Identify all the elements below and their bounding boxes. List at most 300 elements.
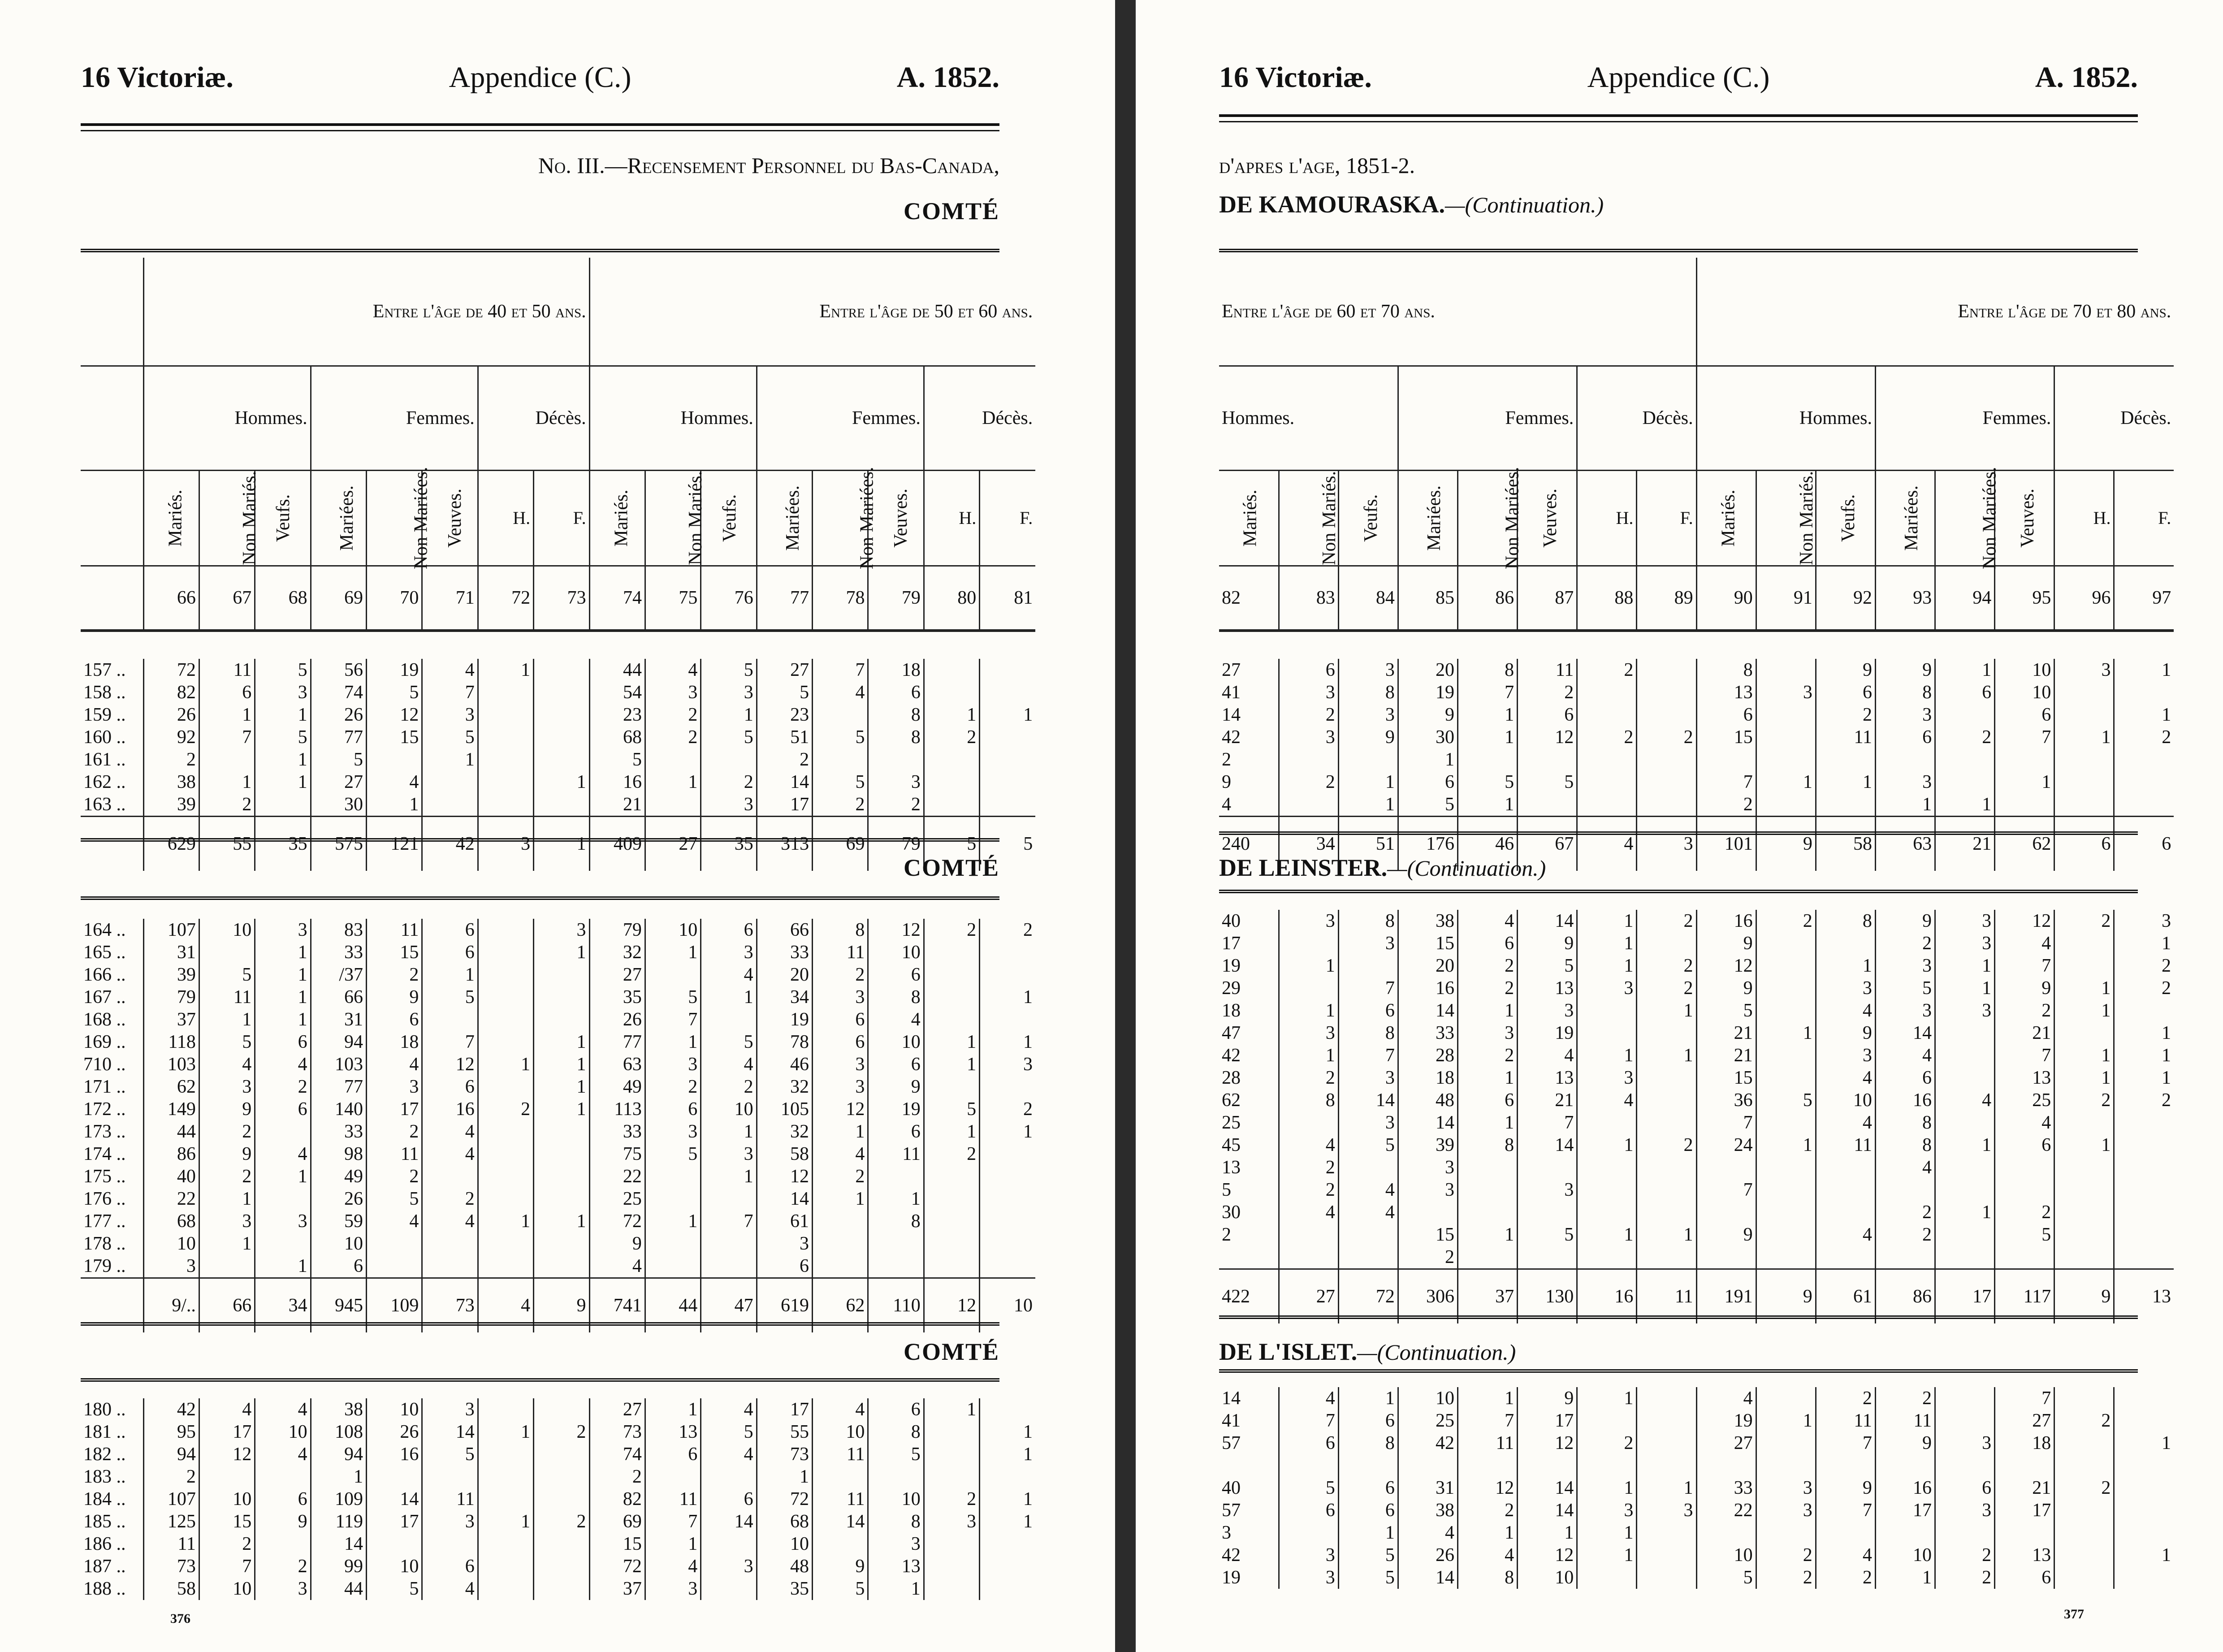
table-cell: 6 [1279,1432,1338,1454]
table-cell: 40 [1222,1478,1241,1498]
table-cell [1816,1179,1875,1201]
table-row [1219,1454,2174,1477]
table-cell: 2 [534,1510,589,1533]
table-cell [534,1143,589,1165]
table-cell: 9 [1816,659,1875,681]
table-cell [422,1255,478,1278]
table-cell: 2 [813,964,868,986]
table-cell: 72 [589,1555,645,1578]
table-cell: 4 [255,1398,311,1421]
table-cell: 5 [367,681,422,704]
total-cell: 741 [589,1278,645,1333]
table-cell: 5 [645,1143,701,1165]
table-row [1219,1432,2174,1454]
status-header-text: Mariées. [782,485,803,551]
table-cell [478,1488,533,1510]
table-cell [1995,1454,2054,1477]
table-cell [1279,977,1338,999]
table-cell: 2 [1756,1566,1816,1589]
total-cell: 62 [813,1278,868,1333]
table-row [81,771,1035,793]
table-cell [367,1466,422,1488]
table-row [81,1233,1035,1255]
table-cell: 7 [1696,1111,1756,1134]
table-cell: 7 [1696,1179,1756,1201]
table-cell [1756,1156,1816,1179]
table-cell: 9 [1875,910,1935,932]
table-cell [534,1165,589,1188]
table-cell: 3 [1577,977,1637,999]
table-cell: 2 [255,1076,311,1098]
table-cell [2114,1566,2174,1589]
column-number: 71 [422,566,478,631]
table-cell: 17 [757,793,812,817]
status-header-text: H. [513,508,531,528]
table-cell: 9 [1222,772,1231,792]
table-cell: 27 [757,659,812,681]
table-cell: 46 [757,1053,812,1076]
table-cell: 9 [1995,977,2054,999]
table-cell [1816,1522,1875,1544]
table-cell [924,1188,979,1210]
table-cell [701,1008,757,1031]
column-number: 67 [199,566,255,631]
total-cell: 35 [701,817,757,871]
status-header [589,471,645,566]
table-row [1219,1566,2174,1589]
section-rule [1219,890,2138,893]
table-cell: 12 [1518,726,1577,748]
row-number: 161 .. [83,749,126,770]
table-cell: 1 [534,771,589,793]
table-cell: 59 [311,1210,366,1233]
table-cell [701,748,757,771]
table-cell [1935,1410,1995,1432]
table-cell: 7 [422,681,478,704]
table-cell [924,1555,979,1578]
table-cell: 1 [2054,999,2114,1022]
table-cell: 15 [1696,726,1756,748]
table-cell: 1 [980,1488,1035,1510]
table-cell: 5 [255,659,311,681]
table-cell: 16 [1398,977,1457,999]
table-row [81,1533,1035,1555]
table-cell: 6 [1518,704,1577,726]
table-cell: 3 [1935,932,1995,955]
table-cell [478,964,533,986]
county-cont: —(Continuation.) [1357,1340,1516,1365]
table-cell [1935,1067,1995,1089]
total-cell: 13 [2114,1269,2174,1324]
table-cell: 6 [1458,932,1518,955]
row-label-head [81,258,143,366]
table-cell: 15 [199,1510,255,1533]
table-cell: 4 [1338,1179,1398,1201]
table-cell: 26 [1398,1544,1457,1566]
table-cell: 2 [1637,955,1696,977]
table-cell: 19 [1222,1567,1241,1588]
table-cell: 3 [701,941,757,964]
comte-label: COMTÉ [903,198,999,225]
table-cell [813,1466,868,1488]
table-cell: 6 [868,1053,924,1076]
table-cell: 7 [199,1555,255,1578]
table-cell: 3 [1577,1499,1637,1522]
table-cell [1518,748,1577,771]
table-cell: 2 [1458,1044,1518,1067]
table-cell: 27 [589,1398,645,1421]
table-cell: 1 [1279,999,1338,1022]
table-cell: 27 [1696,1432,1756,1454]
book-gutter [1115,0,1136,1652]
table-cell [2114,1134,2174,1156]
table-cell: 2 [2054,1410,2114,1432]
table-cell: 29 [1222,978,1241,999]
table-row [1219,1156,2174,1179]
table-cell: 2 [1696,793,1756,817]
table-cell [199,1466,255,1488]
table-cell [1458,1179,1518,1201]
table-cell: 3 [1279,1022,1338,1044]
table-cell: 11 [199,659,255,681]
table-cell [1696,1454,1756,1477]
table-cell: 2 [1458,977,1518,999]
table-cell: 1 [255,771,311,793]
table-row [81,793,1035,817]
column-number: 93 [1875,566,1935,631]
table-cell: 4 [1518,1044,1577,1067]
table-cell: 9 [1518,932,1577,955]
column-number: 96 [2054,566,2114,631]
table-cell [1756,793,1816,817]
table-cell: 44 [311,1578,366,1600]
table-cell [478,726,533,748]
table-cell: 5 [1875,977,1935,999]
table-cell [1696,1522,1756,1544]
table-cell [1279,932,1338,955]
table-cell [1756,977,1816,999]
table-cell: 86 [143,1143,199,1165]
table-cell [1637,771,1696,793]
table-cell: 2 [2114,1089,2174,1111]
table-row [81,1120,1035,1143]
status-header [1816,471,1875,566]
running-head-center: Appendice (C.) [1587,61,1770,94]
table-cell: 3 [813,1053,868,1076]
table-row [81,1008,1035,1031]
county-leinster [1219,854,1546,882]
table-cell: 42 [1222,1045,1241,1066]
table-cell [1279,1224,1338,1246]
table-cell [478,1143,533,1165]
table-cell: 3 [1935,910,1995,932]
table-cell [422,793,478,817]
table-cell: 7 [1696,771,1756,793]
table-cell: 6 [367,1008,422,1031]
row-label-head [81,366,143,471]
sex-group-header: Décès. [924,366,1035,471]
table-cell: 6 [1875,1067,1935,1089]
table-cell: 2 [1995,1201,2054,1224]
row-number: 188 .. [83,1578,126,1599]
table-cell: 10 [1816,1089,1875,1111]
table-cell: 1 [1935,977,1995,999]
table-cell: 1 [255,941,311,964]
table-cell: 27 [1222,660,1241,680]
table-cell: 1 [980,704,1035,726]
row-number: 180 .. [83,1399,126,1420]
status-header [924,471,979,566]
table-cell: 5 [1518,771,1577,793]
table-cell: 26 [589,1008,645,1031]
table-cell: 33 [757,941,812,964]
table-cell: 1 [1935,1134,1995,1156]
table-cell: 21 [1995,1022,2054,1044]
table-cell: 1 [478,1210,533,1233]
table-cell: 58 [757,1143,812,1165]
table-cell: 10 [868,941,924,964]
table-row [81,1398,1035,1421]
table-cell: 5 [1338,1134,1398,1156]
table-cell: 12 [813,1098,868,1120]
table-cell: 13 [1995,1544,2054,1566]
table-cell: 3 [255,919,311,941]
table-cell [1995,748,2054,771]
total-cell: 4 [478,1278,533,1333]
table-cell: 10 [645,919,701,941]
row-number: 183 .. [83,1466,126,1487]
column-number: 90 [1696,566,1756,631]
table-cell: 17 [1222,933,1241,954]
table-cell [2114,1410,2174,1432]
county-name: DE L'ISLET. [1219,1338,1358,1365]
table-cell: 28 [1398,1044,1457,1067]
table-cell: 68 [143,1210,199,1233]
table-cell: 14 [1518,1499,1577,1522]
table-cell: 74 [589,1443,645,1466]
table-cell: 1 [199,1233,255,1255]
section-rule [81,896,999,900]
table-cell [813,748,868,771]
table-cell: 1 [2054,1067,2114,1089]
table-cell [924,793,979,817]
table-cell [478,1255,533,1278]
table-cell [980,1188,1035,1210]
table-cell: 2 [143,1466,199,1488]
table-cell: 12 [868,919,924,941]
table-cell: 33 [589,1120,645,1143]
table-cell [534,986,589,1008]
table-cell [1637,1201,1696,1224]
status-header [2114,471,2174,566]
table-cell: 14 [757,771,812,793]
table-cell: 1 [1756,1134,1816,1156]
table-cell: 12 [1518,1544,1577,1566]
table-cell [1338,1156,1398,1179]
section-rule [81,1378,999,1382]
table-cell: 5 [1696,999,1756,1022]
table-cell: 4 [1816,1111,1875,1134]
table-cell: 3 [143,1255,199,1278]
table-cell [534,1443,589,1466]
table-cell: 9 [1875,659,1935,681]
table-cell: 4 [422,1120,478,1143]
table-cell: 32 [589,941,645,964]
table-cell: 1 [1875,1566,1935,1589]
table-cell: 3 [645,681,701,704]
table-cell [924,1233,979,1255]
table-cell: 5 [813,771,868,793]
table-row [1219,932,2174,955]
total-cell [81,817,143,871]
table-cell: 2 [868,793,924,817]
table-cell [1398,1201,1457,1224]
table-cell: 82 [143,681,199,704]
table-row [1219,910,2174,932]
table-cell: 6 [1935,681,1995,704]
table-cell [1935,1387,1995,1410]
table-cell [534,726,589,748]
status-header [1875,471,1935,566]
table-cell: 5 [1518,1224,1577,1246]
table-cell: 1 [2054,977,2114,999]
table-cell: 5 [367,1578,422,1600]
spacer-cell [1219,631,2174,659]
table-cell: 1 [1279,955,1338,977]
table-cell: 2 [1577,1432,1637,1454]
table-row [1219,1179,2174,1201]
table-cell: 6 [1338,1499,1398,1522]
table-cell: 6 [701,1488,757,1510]
table-cell: 1 [1935,1201,1995,1224]
table-cell [367,1533,422,1555]
table-cell: 1 [422,964,478,986]
table-cell [2114,1111,2174,1134]
table-cell: 10 [199,919,255,941]
column-number: 86 [1458,566,1518,631]
table-cell: 54 [589,681,645,704]
table-cell: 1 [2114,659,2174,681]
table-cell [2054,1224,2114,1246]
table-cell: 1 [701,704,757,726]
status-header [1398,471,1457,566]
table-cell [1219,1246,1279,1269]
table-cell: 1 [1756,771,1816,793]
table-row [1219,704,2174,726]
table-cell: 8 [868,1210,924,1233]
table-cell [924,681,979,704]
table-cell [868,748,924,771]
table-cell [1756,1044,1816,1067]
table-cell: 8 [1338,910,1398,932]
table-cell: 11 [1458,1432,1518,1454]
total-cell: 44 [645,1278,701,1333]
table-cell: 2 [2054,1477,2114,1499]
table-cell: 103 [143,1053,199,1076]
table-row [1219,748,2174,771]
table-cell [478,1076,533,1098]
total-cell: 17 [1935,1269,1995,1324]
table-cell: 1 [255,704,311,726]
table-cell: 2 [1875,932,1935,955]
table-cell: 2 [1875,1201,1935,1224]
running-head-right: A. 1852. [896,61,999,94]
table-cell [980,1398,1035,1421]
table-cell: 2 [645,726,701,748]
table-cell: 37 [143,1008,199,1031]
total-cell: 47 [701,1278,757,1333]
table-cell: 10 [1398,1387,1457,1410]
table-cell: 10 [199,1578,255,1600]
table-cell [701,1233,757,1255]
table-cell: 15 [1398,932,1457,955]
table-cell: 1 [645,771,701,793]
table-cell [980,1233,1035,1255]
table-cell: 1 [1577,1522,1637,1544]
table-cell: 2 [1222,1224,1231,1245]
table-cell [1577,793,1637,817]
status-header [1696,471,1756,566]
table-cell [1279,1454,1338,1477]
table-cell: 4 [422,1578,478,1600]
table-cell: 1 [534,1031,589,1053]
row-number: 168 .. [83,1009,126,1030]
table-cell [2114,1179,2174,1201]
table-cell [1696,1201,1756,1224]
total-cell: 3 [1637,817,1696,871]
table-cell: 1 [813,1120,868,1143]
table-cell: 1 [534,1210,589,1233]
table-cell: 31 [1398,1477,1457,1499]
table-cell [924,1421,979,1443]
table-cell: 40 [1222,911,1241,931]
total-cell: 58 [1816,817,1875,871]
table-cell: 8 [868,704,924,726]
table-cell: 3 [1875,771,1935,793]
table-cell: 2 [199,793,255,817]
table-cell: 4 [1816,1544,1875,1566]
row-number: 166 .. [83,964,126,985]
table-cell: 15 [367,726,422,748]
table-cell [1756,726,1816,748]
table-cell: 7 [1816,1432,1875,1454]
table-cell: 1 [701,1165,757,1188]
table-cell: 10 [1518,1566,1577,1589]
table-cell: 48 [757,1555,812,1578]
table-cell: 1 [757,1466,812,1488]
table-cell [1637,1432,1696,1454]
status-header [1637,471,1696,566]
running-head [81,61,999,110]
table-cell: 1 [422,748,478,771]
table-cell [478,1466,533,1488]
table-cell: 1 [1577,1544,1637,1566]
table-cell: 7 [1995,1044,2054,1067]
table-cell [1577,1410,1637,1432]
table-cell [2054,1111,2114,1134]
table-cell [1756,1067,1816,1089]
table-cell: 44 [143,1120,199,1143]
table-cell: 3 [1518,999,1577,1022]
table-row [81,726,1035,748]
table-cell: 11 [813,1488,868,1510]
table-cell: 4 [199,1398,255,1421]
table-cell: 2 [924,726,979,748]
table-cell: 3 [1279,910,1338,932]
table-cell: 1 [868,1188,924,1210]
table-cell [534,1398,589,1421]
table-cell: 9 [1816,1477,1875,1499]
